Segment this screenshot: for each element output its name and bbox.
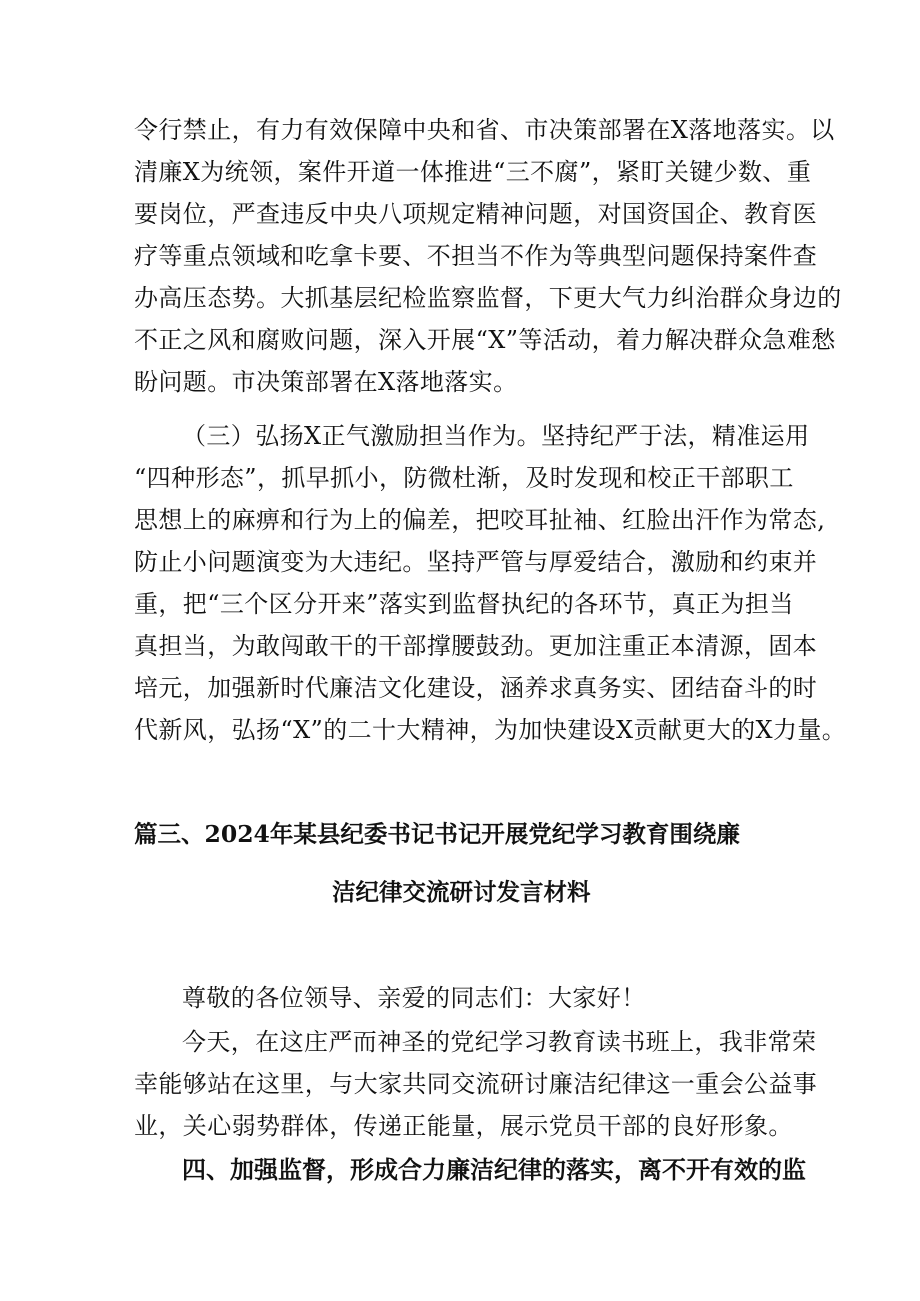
intro-line: 业，关心弱势群体，传递正能量，展示党员干部的良好形象。 [134,1112,793,1140]
paragraph-line: 令行禁止，有力有效保障中央和省、市决策部署在X落地落实。以 [134,116,835,144]
section-three-heading-line: （三）弘扬X正气激励担当作为。坚持纪严于法，精准运用 [182,422,810,450]
article-title-line-1: 篇三、2024年某县纪委书记书记开展党纪学习教育围绕廉 [134,820,740,848]
paragraph-line: “四种形态”，抓早抓小，防微杜渐，及时发现和校正干部职工 [134,464,794,492]
paragraph-line: 培元，加强新时代廉洁文化建设，涵养求真务实、团结奋斗的时 [134,674,818,702]
paragraph-line: 办高压态势。大抓基层纪检监察监督，下更大气力纠治群众身边的 [134,284,842,312]
section-four-heading: 四、加强监督，形成合力廉洁纪律的落实，离不开有效的监 [182,1155,806,1184]
intro-line: 今天，在这庄严而神圣的党纪学习教育读书班上，我非常荣 [182,1028,817,1056]
paragraph-line: 疗等重点领域和吃拿卡要、不担当不作为等典型问题保持案件查 [134,242,818,270]
paragraph-line: 真担当，为敢闯敢干的干部撑腰鼓劲。更加注重正本清源，固本 [134,632,818,660]
greeting: 尊敬的各位领导、亲爱的同志们：大家好！ [182,984,646,1012]
paragraph-line: 思想上的麻痹和行为上的偏差，把咬耳扯袖、红脸出汗作为常态, [134,506,826,534]
paragraph-line: 防止小问题演变为大违纪。坚持严管与厚爱结合，激励和约束并 [134,548,818,576]
paragraph-line: 不正之风和腐败问题，深入开展“X”等活动，着力解决群众急难愁 [134,326,836,354]
paragraph-line: 代新风，弘扬“X”的二十大精神，为加快建设X贡献更大的X力量。 [134,716,847,744]
article-title-line-2: 洁纪律交流研讨发言材料 [332,878,591,906]
paragraph-line: 要岗位，严查违反中央八项规定精神问题，对国资国企、教育医 [134,200,818,228]
paragraph-line: 清廉X为统领，案件开道一体推进“三不腐”，紧盯关键少数、重 [134,158,812,186]
intro-line: 幸能够站在这里，与大家共同交流研讨廉洁纪律这一重会公益事 [134,1070,818,1098]
paragraph-line: 重，把“三个区分开来”落实到监督执纪的各环节，真正为担当 [134,590,794,618]
paragraph-line: 盼问题。市决策部署在X落地落实。 [134,368,518,396]
